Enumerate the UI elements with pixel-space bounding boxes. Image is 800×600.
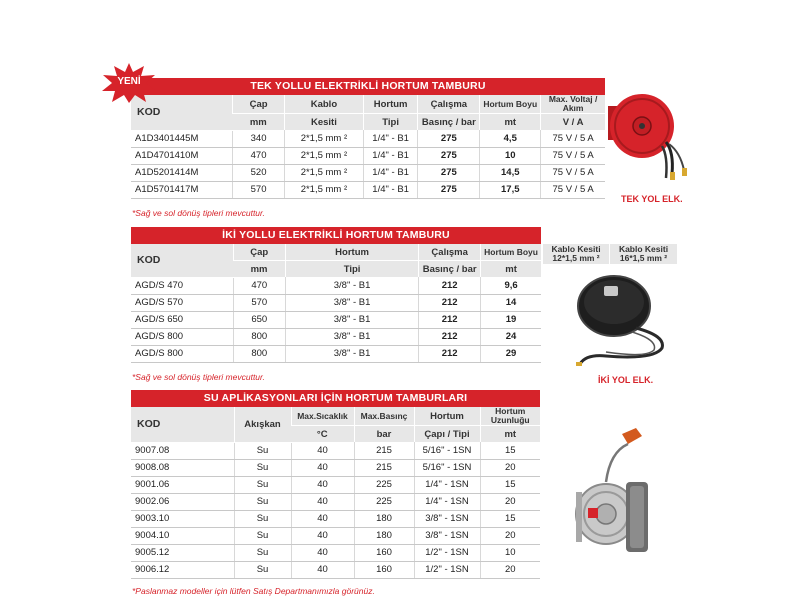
table-cell: 4,5 xyxy=(480,130,541,147)
table-cell: 20 xyxy=(480,493,540,510)
cell-kod: 9008.08 xyxy=(131,459,234,476)
cell-kod: AGD/S 650 xyxy=(131,311,233,328)
new-badge xyxy=(100,62,158,104)
cell-kod: A1D3401445M xyxy=(131,130,233,147)
col-unit: mm xyxy=(233,261,285,278)
table-cell: 275 xyxy=(418,164,480,181)
table-cell: Su xyxy=(234,544,291,561)
cell-kod: 9002.06 xyxy=(131,493,234,510)
table-cell: 1/4" - B1 xyxy=(363,130,418,147)
col-unit: mt xyxy=(480,114,541,131)
table-cell: 5/16" - 1SN xyxy=(414,459,480,476)
section-water-reel xyxy=(131,390,540,579)
col-header: Hortum xyxy=(285,244,418,261)
table-cell: 225 xyxy=(354,476,414,493)
table-cell: 75 V / 5 A xyxy=(541,181,605,198)
table-cell: 75 V / 5 A xyxy=(541,164,605,181)
table-cell: 14 xyxy=(481,294,541,311)
table-cell: 29 xyxy=(481,345,541,362)
table-cell: 17,5 xyxy=(480,181,541,198)
table-row xyxy=(131,459,540,476)
section-single-way-reel xyxy=(131,78,605,199)
table-cell: 24 xyxy=(481,328,541,345)
table-cell: 520 xyxy=(233,164,285,181)
new-badge-label: YENİ xyxy=(117,76,141,87)
table-cell: 570 xyxy=(233,181,285,198)
cell-kod: 9004.10 xyxy=(131,527,234,544)
table-row xyxy=(131,130,605,147)
table-cell: 650 xyxy=(233,311,285,328)
col-header: Hortum xyxy=(363,95,418,114)
cable-spec-12: Kablo Kesiti 12*1,5 mm ² xyxy=(543,244,610,264)
table-cell: 9,6 xyxy=(481,277,541,294)
table-cell: 15 xyxy=(480,442,540,459)
cell-kod: 9001.06 xyxy=(131,476,234,493)
table-row xyxy=(131,544,540,561)
table-cell: 40 xyxy=(291,561,354,578)
col-unit: Tipi xyxy=(285,261,418,278)
table-row xyxy=(131,476,540,493)
section-two-way-reel xyxy=(131,227,541,363)
section-title: İKİ YOLLU ELEKTRİKLİ HORTUM TAMBURU xyxy=(131,227,541,244)
table-cell: 20 xyxy=(480,527,540,544)
spec-table xyxy=(131,407,540,579)
col-unit: mt xyxy=(481,261,541,278)
col-header: Max.Sıcaklık xyxy=(291,407,354,426)
col-unit: V / A xyxy=(541,114,605,131)
cable-spec-header xyxy=(543,244,677,264)
cell-kod: AGD/S 570 xyxy=(131,294,233,311)
cell-kod: AGD/S 800 xyxy=(131,328,233,345)
table-cell: 40 xyxy=(291,476,354,493)
table-cell: 215 xyxy=(354,459,414,476)
table-cell: 10 xyxy=(480,147,541,164)
table-cell: 3/8" - B1 xyxy=(285,345,418,362)
cell-kod: A1D5701417M xyxy=(131,181,233,198)
table-cell: 10 xyxy=(480,544,540,561)
table-cell: 800 xyxy=(233,328,285,345)
table-cell: 180 xyxy=(354,510,414,527)
table-cell: 3/8" - 1SN xyxy=(414,510,480,527)
col-header-kod: KOD xyxy=(131,407,234,442)
table-cell: 1/4" - 1SN xyxy=(414,476,480,493)
col-header: Kablo xyxy=(284,95,363,114)
table-cell: 160 xyxy=(354,544,414,561)
table-cell: 1/2" - 1SN xyxy=(414,561,480,578)
col-unit: Tipi xyxy=(363,114,418,131)
table-cell: 75 V / 5 A xyxy=(541,147,605,164)
table-row xyxy=(131,328,541,345)
cell-kod: A1D4701410M xyxy=(131,147,233,164)
table-cell: 212 xyxy=(419,294,481,311)
col-header: Max. Voltaj / Akım xyxy=(541,95,605,114)
table-cell: 40 xyxy=(291,510,354,527)
col-header: Çalışma xyxy=(419,244,481,261)
col-unit: Çapı / Tipi xyxy=(414,426,480,443)
table-cell: Su xyxy=(234,561,291,578)
table-cell: 15 xyxy=(480,476,540,493)
section-title: TEK YOLLU ELEKTRİKLİ HORTUM TAMBURU xyxy=(131,78,605,95)
col-header-kod: KOD xyxy=(131,244,233,277)
cell-kod: 9006.12 xyxy=(131,561,234,578)
col-header: Hortum Boyu xyxy=(480,95,541,114)
table-cell: 470 xyxy=(233,277,285,294)
section-title: SU APLİKASYONLARI İÇİN HORTUM TAMBURLARI xyxy=(131,390,540,407)
table-cell: 3/8" - B1 xyxy=(285,277,418,294)
image-caption: İKİ YOL ELK. xyxy=(598,375,654,385)
table-cell: 212 xyxy=(419,311,481,328)
table-cell: 40 xyxy=(291,459,354,476)
col-header: Çalışma xyxy=(418,95,480,114)
table-cell: 40 xyxy=(291,493,354,510)
table-cell: 3/8" - B1 xyxy=(285,328,418,345)
table-row xyxy=(131,147,605,164)
table-cell: 2*1,5 mm ² xyxy=(284,147,363,164)
spec-table xyxy=(131,244,541,363)
table-cell: 3/8" - B1 xyxy=(285,311,418,328)
table-cell: 1/4" - B1 xyxy=(363,164,418,181)
table-cell: Su xyxy=(234,476,291,493)
cell-kod: A1D5201414M xyxy=(131,164,233,181)
col-header: Akışkan xyxy=(234,407,291,442)
section-note: *Paslanmaz modeller için lütfen Satış Departmanımızla görünüz. xyxy=(132,586,375,596)
col-unit: mm xyxy=(233,114,285,131)
col-header: Hortum xyxy=(414,407,480,426)
table-cell: 275 xyxy=(418,130,480,147)
single-way-reel-image xyxy=(604,86,694,186)
col-unit: Kesiti xyxy=(284,114,363,131)
table-cell: 180 xyxy=(354,527,414,544)
table-cell: 470 xyxy=(233,147,285,164)
table-cell: 1/4" - B1 xyxy=(363,147,418,164)
table-cell: Su xyxy=(234,510,291,527)
table-cell: 1/4" - 1SN xyxy=(414,493,480,510)
table-cell: 20 xyxy=(480,561,540,578)
cable-spec-16: Kablo Kesiti 16*1,5 mm ² xyxy=(618,244,669,263)
col-header: Hortum Boyu xyxy=(481,244,541,261)
table-cell: 1/2" - 1SN xyxy=(414,544,480,561)
table-cell: 212 xyxy=(419,277,481,294)
col-unit: °C xyxy=(291,426,354,443)
table-cell: Su xyxy=(234,493,291,510)
col-header: Max.Basınç xyxy=(354,407,414,426)
col-unit: Basınç / bar xyxy=(419,261,481,278)
table-cell: 40 xyxy=(291,544,354,561)
table-cell: 15 xyxy=(480,510,540,527)
table-cell: 14,5 xyxy=(480,164,541,181)
table-cell: 20 xyxy=(480,459,540,476)
spec-table xyxy=(131,95,605,199)
col-header: Çap xyxy=(233,95,285,114)
table-cell: Su xyxy=(234,459,291,476)
table-cell: 2*1,5 mm ² xyxy=(284,164,363,181)
table-cell: 2*1,5 mm ² xyxy=(284,130,363,147)
table-row xyxy=(131,510,540,527)
cell-kod: 9005.12 xyxy=(131,544,234,561)
cell-kod: AGD/S 800 xyxy=(131,345,233,362)
table-row xyxy=(131,277,541,294)
image-caption: TEK YOL ELK. xyxy=(621,194,683,204)
table-cell: Su xyxy=(234,527,291,544)
table-row xyxy=(131,311,541,328)
col-unit: Basınç / bar xyxy=(418,114,480,131)
cell-kod: AGD/S 470 xyxy=(131,277,233,294)
cell-kod: 9007.08 xyxy=(131,442,234,459)
section-note: *Sağ ve sol dönüş tipleri mevcuttur. xyxy=(132,372,265,382)
table-cell: 40 xyxy=(291,442,354,459)
table-cell: 2*1,5 mm ² xyxy=(284,181,363,198)
col-header: Çap xyxy=(233,244,285,261)
col-unit: bar xyxy=(354,426,414,443)
table-cell: 160 xyxy=(354,561,414,578)
table-cell: 19 xyxy=(481,311,541,328)
water-reel-image xyxy=(566,422,666,562)
col-unit: mt xyxy=(480,426,540,443)
table-cell: 75 V / 5 A xyxy=(541,130,605,147)
table-cell: 212 xyxy=(419,345,481,362)
col-header-kod: KOD xyxy=(131,95,233,130)
table-cell: Su xyxy=(234,442,291,459)
table-cell: 225 xyxy=(354,493,414,510)
table-cell: 5/16" - 1SN xyxy=(414,442,480,459)
table-row xyxy=(131,164,605,181)
table-row xyxy=(131,561,540,578)
table-row xyxy=(131,345,541,362)
table-cell: 3/8" - B1 xyxy=(285,294,418,311)
table-cell: 275 xyxy=(418,147,480,164)
table-cell: 570 xyxy=(233,294,285,311)
cell-kod: 9003.10 xyxy=(131,510,234,527)
table-cell: 275 xyxy=(418,181,480,198)
two-way-reel-image xyxy=(566,272,672,372)
table-row xyxy=(131,527,540,544)
table-row xyxy=(131,181,605,198)
table-row xyxy=(131,294,541,311)
table-cell: 1/4" - B1 xyxy=(363,181,418,198)
col-header: Hortum Uzunluğu xyxy=(480,407,540,426)
table-row xyxy=(131,493,540,510)
table-cell: 800 xyxy=(233,345,285,362)
table-cell: 340 xyxy=(233,130,285,147)
table-cell: 3/8" - 1SN xyxy=(414,527,480,544)
table-cell: 215 xyxy=(354,442,414,459)
table-cell: 212 xyxy=(419,328,481,345)
table-cell: 40 xyxy=(291,527,354,544)
section-note: *Sağ ve sol dönüş tipleri mevcuttur. xyxy=(132,208,265,218)
table-row xyxy=(131,442,540,459)
